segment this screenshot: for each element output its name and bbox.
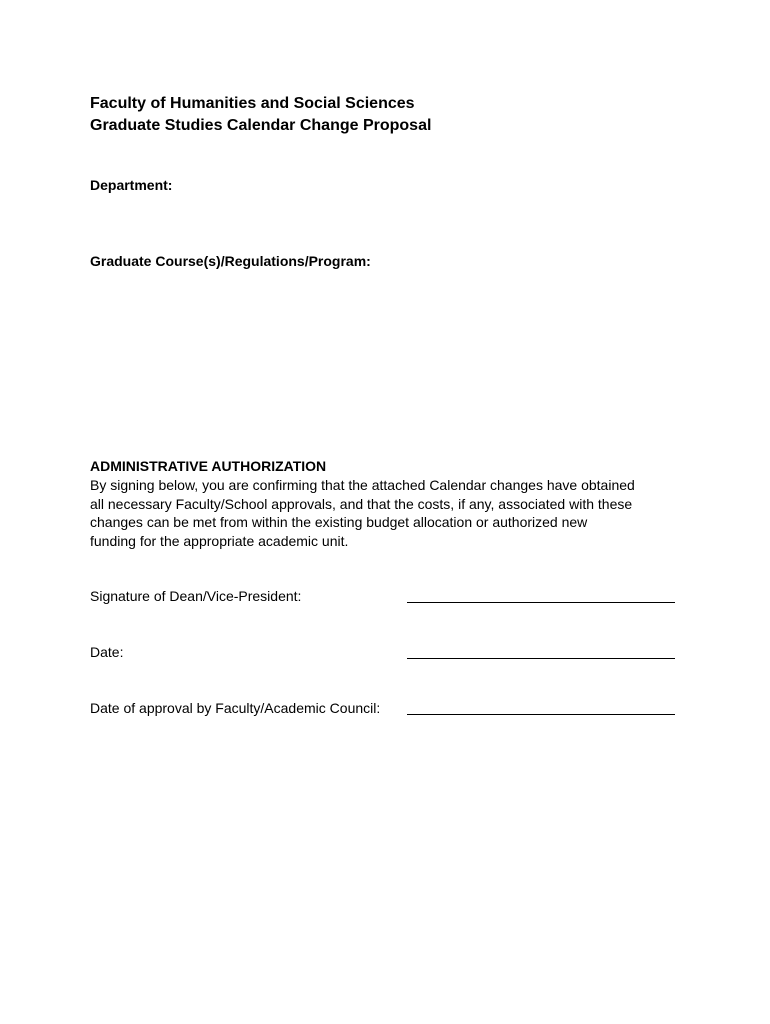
authorization-line-2: all necessary Faculty/School approvals, and that the costs, if any, associated with these	[90, 495, 633, 512]
signature-label: Signature of Dean/Vice-President:	[90, 588, 302, 604]
date-line[interactable]	[407, 658, 675, 659]
date-label: Date:	[90, 644, 124, 660]
authorization-paragraph	[90, 476, 690, 550]
department-label: Department:	[90, 177, 173, 193]
document-title-line-2: Graduate Studies Calendar Change Proposal	[90, 117, 432, 134]
authorization-line-1: By signing below, you are confirming that the attached Calendar changes have obtained	[90, 477, 635, 493]
signature-line[interactable]	[407, 602, 675, 603]
authorization-line-4: funding for the appropriate academic unit.	[90, 532, 349, 549]
authorization-line-3: changes can be met from within the existing budget allocation or authorized new	[90, 514, 588, 530]
document-title-line-1: Faculty of Humanities and Social Sciences	[90, 95, 415, 112]
approval-date-line[interactable]	[407, 714, 675, 715]
authorization-heading: ADMINISTRATIVE AUTHORIZATION	[90, 458, 327, 474]
graduate-course-label: Graduate Course(s)/Regulations/Program:	[90, 253, 371, 269]
approval-date-label: Date of approval by Faculty/Academic Council:	[90, 700, 381, 716]
